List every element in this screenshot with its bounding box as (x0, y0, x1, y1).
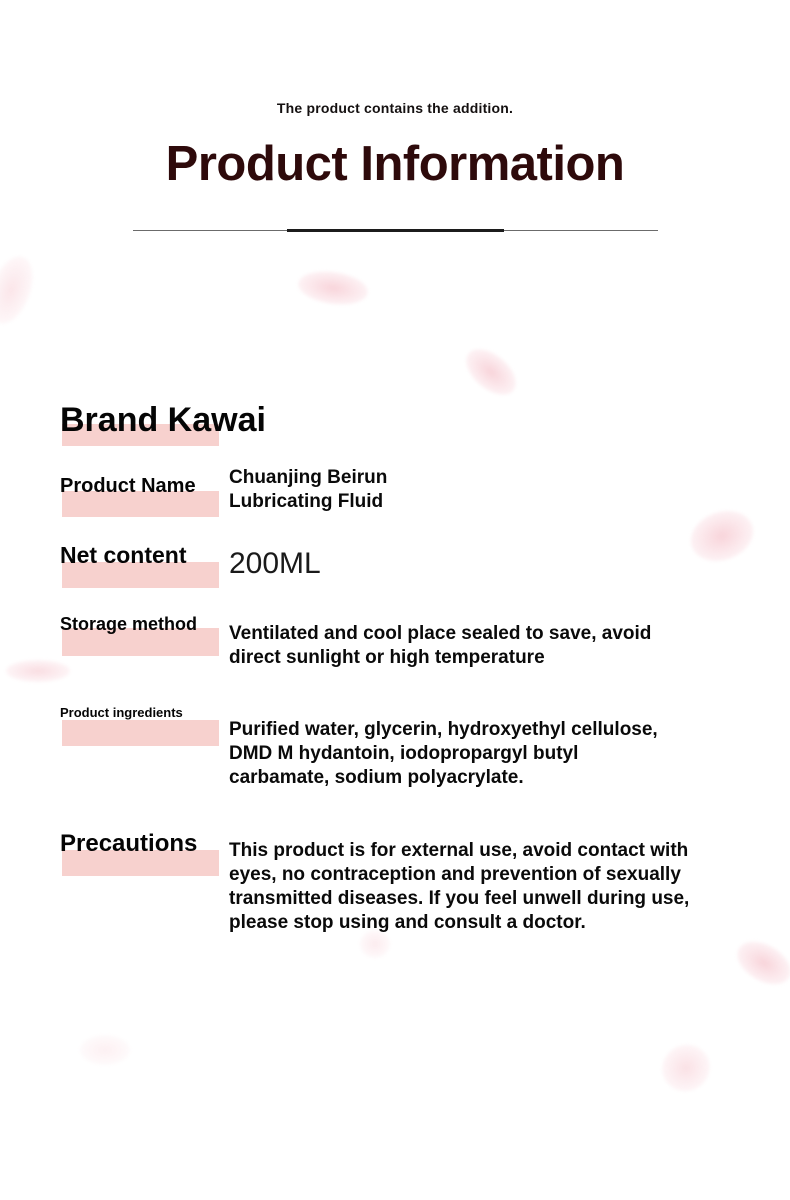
field-label: Product Name (60, 475, 196, 497)
petal-decoration (458, 340, 524, 403)
petal-decoration (654, 1036, 719, 1100)
field-label: Net content (60, 542, 187, 568)
field-net-content (60, 540, 187, 570)
field-value-storage-method (229, 622, 651, 670)
brand-label: Brand Kawai (60, 401, 266, 439)
value-line: Ventilated and cool place sealed to save, avoid (229, 623, 652, 644)
petal-decoration (80, 1035, 130, 1065)
field-label: Product ingredients (60, 705, 183, 720)
field-value-product-name (229, 466, 387, 514)
value-line: This product is for external use, avoid contact with (229, 840, 689, 861)
value-line: Lubricating Fluid (229, 491, 384, 512)
field-label: Precautions (60, 830, 198, 857)
petal-decoration (6, 660, 70, 682)
field-storage-method (60, 612, 197, 636)
petal-decoration (684, 503, 761, 570)
field-product-name (60, 473, 196, 499)
petal-decoration (730, 933, 790, 993)
value-line: please stop using and consult a doctor. (229, 912, 586, 933)
page-title: Product Information (165, 137, 625, 191)
petal-decoration (296, 267, 370, 308)
value-line: carbamate, sodium polyacrylate. (229, 767, 524, 788)
value-line: transmitted diseases. If you feel unwell during use, (229, 888, 690, 909)
value-line: direct sunlight or high temperature (229, 647, 545, 668)
field-value-net-content: 200ML (229, 547, 321, 580)
field-value-product-ingredients (229, 718, 658, 790)
petal-decoration (0, 251, 41, 330)
label-highlight (62, 720, 219, 746)
field-precautions (60, 828, 197, 860)
value-line: eyes, no contraception and prevention of sexually (229, 864, 681, 885)
field-value-precautions (229, 839, 689, 935)
value-line: Chuanjing Beirun (229, 467, 388, 488)
value-line: Purified water, glycerin, hydroxyethyl cellulose, (229, 719, 658, 740)
field-label: Storage method (60, 614, 198, 634)
divider-accent (287, 229, 504, 232)
field-product-ingredients (60, 704, 183, 722)
brand-label-block (60, 398, 266, 442)
value-line: DMD M hydantoin, iodopropargyl butyl (229, 743, 579, 764)
header-subtitle: The product contains the addition. (276, 100, 514, 116)
